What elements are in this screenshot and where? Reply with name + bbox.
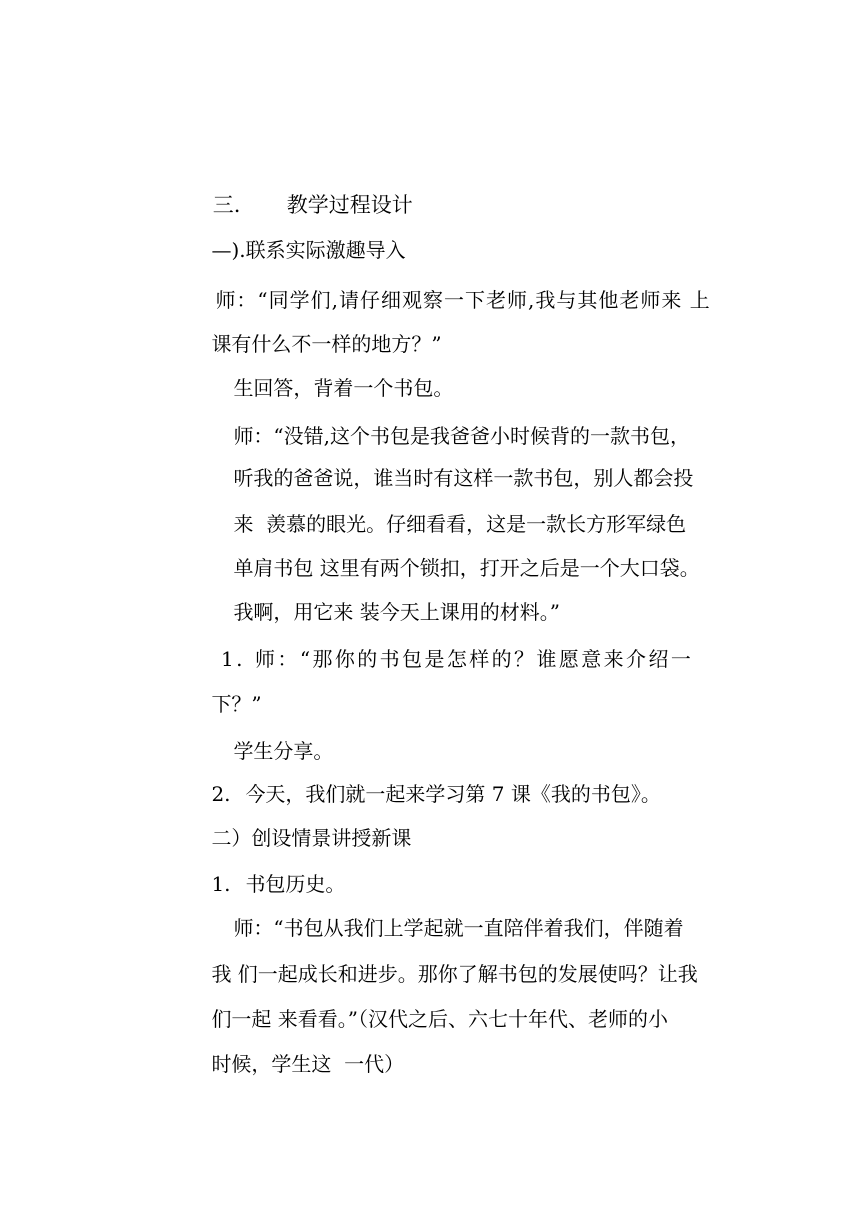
item-number: 2. xyxy=(211,782,231,806)
text-line: 课有什么不一样的地方？” xyxy=(211,332,442,356)
text-line: 来 羡慕的眼光。仔细看看，这是一款长方形军绿色 xyxy=(233,512,687,536)
text-line: 们一起 来看看。”（汉代之后、六七十年代、老师的小 xyxy=(211,1007,669,1031)
text-line: 我 们一起成长和进步。那你了解书包的发展使吗？让我 xyxy=(211,962,698,986)
text-line: 听我的爸爸说，谁当时有这样一款书包，别人都会投 xyxy=(233,466,694,490)
text-line: 今天，我们就一起来学习第 7 课《我的书包》。 xyxy=(245,782,661,806)
text-line: 师：“那你的书包是怎样的？谁愿意来介绍一 xyxy=(255,647,694,671)
text-line: 单肩书包 这里有两个锁扣，打开之后是一个大口袋。 xyxy=(233,556,700,580)
item-number: 1. xyxy=(221,647,245,671)
text-line: 师：“没错,这个书包是我爸爸小时候背的一款书包， xyxy=(233,424,691,448)
text-line: 我啊，用它来 装今天上课用的材料。” xyxy=(233,600,561,624)
text-line: 师：“同学们,请仔细观察一下老师,我与其他老师来 上 xyxy=(215,288,711,312)
paragraph-line xyxy=(186,1022,404,1106)
section-title: 教学过程设计 xyxy=(286,193,413,217)
section-number: 三. xyxy=(212,193,241,217)
item-number: 1. xyxy=(211,872,231,896)
text-line: 时候，学生这 一代） xyxy=(211,1052,405,1076)
text-line: 学生分享。 xyxy=(233,739,334,763)
text-line: —).联系实际激趣导入 xyxy=(211,238,406,262)
text-line: 下？” xyxy=(211,692,262,716)
numbered-item-1 xyxy=(186,617,693,701)
text-line: 书包历史。 xyxy=(245,872,346,896)
text-line: 师：“书包从我们上学起就一直陪伴着我们，伴随着 xyxy=(233,916,684,940)
text-line: 生回答，背着一个书包。 xyxy=(233,376,454,400)
text-line: 二）创设情景讲授新课 xyxy=(211,826,412,850)
